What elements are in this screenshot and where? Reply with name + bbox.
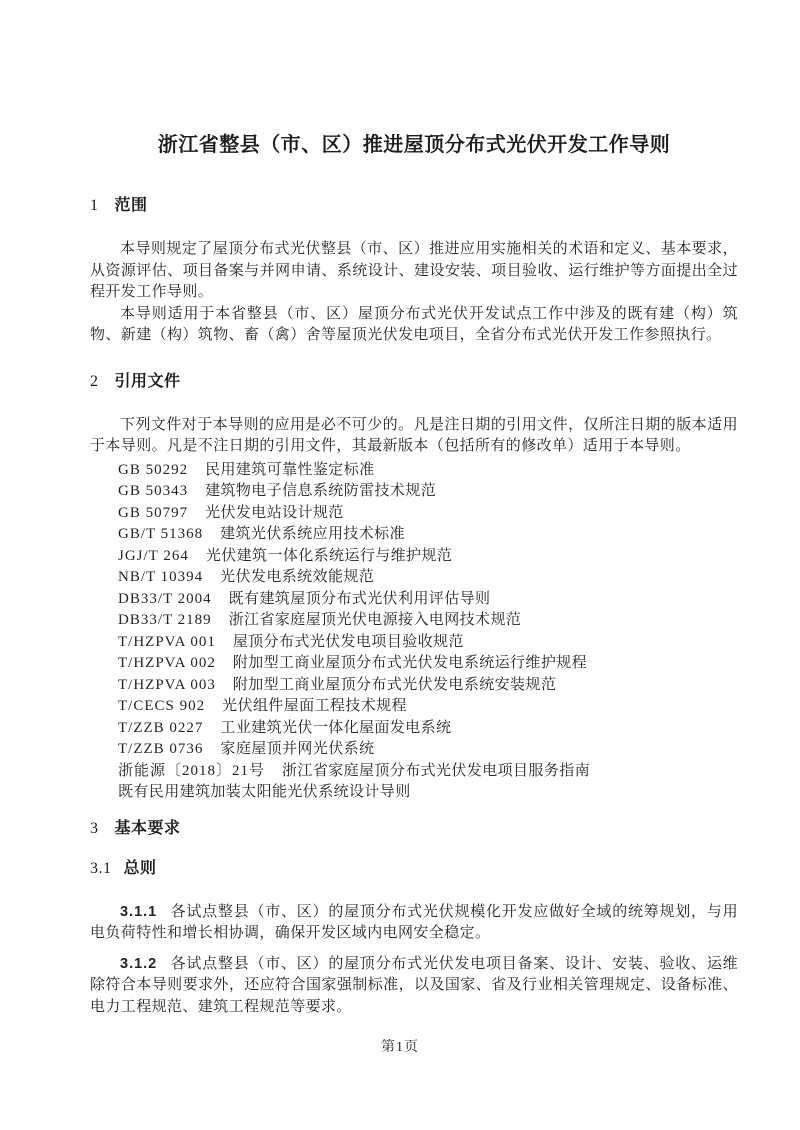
reference-title: 浙江省家庭屋顶光伏电源接入电网技术规范 [228, 612, 522, 628]
reference-code: JGJ/T 264 [118, 547, 189, 564]
section-3-heading [90, 818, 738, 840]
reference-title: 光伏建筑一体化系统运行与维护规范 [205, 547, 453, 564]
section-1-number: 1 [90, 197, 99, 214]
reference-title: 光伏发电站设计规范 [205, 504, 344, 521]
reference-title: 建筑物电子信息系统防雷技术规范 [205, 483, 437, 499]
reference-code: DB33/T 2189 [118, 612, 212, 628]
reference-item [118, 718, 738, 740]
reference-item [118, 610, 738, 632]
section-2-heading [90, 371, 738, 393]
reference-code: T/CECS 902 [118, 698, 206, 714]
reference-item [118, 503, 738, 525]
reference-code: T/ZZB 0227 [118, 719, 204, 736]
reference-title: 工业建筑光伏一体化屋面发电系统 [220, 719, 452, 736]
reference-code: T/ZZB 0736 [118, 741, 204, 757]
reference-item [118, 653, 738, 675]
reference-list [90, 460, 738, 804]
reference-code: GB 50343 [118, 483, 189, 499]
reference-title: 民用建筑可靠性鉴定标准 [205, 461, 375, 478]
reference-item [118, 739, 738, 761]
section-1-paragraph-1: 本导则规定了屋顶分布式光伏整县（市、区）推进应用实施相关的术语和定义、基本要求，从资源评估、项目备案与并网申请、系统设计、建设安装、项目验收、运行维护等方面提出全过程开发工作导则。 [90, 241, 738, 300]
section-3-label: 基本要求 [114, 819, 181, 837]
section-3-1-heading [90, 858, 738, 880]
section-2-paragraph-1: 下列文件对于本导则的应用是必不可少的。凡是注日期的引用文件，仅所注日期的版本适用于本导则。凡是不注日期的引用文件，其最新版本（包括所有的修改单）适用于本导则。 [90, 416, 738, 454]
clause-3-1-1-text: 各试点整县（市、区）的屋顶分布式光伏规模化开发应做好全域的统筹规划，与用电负荷特性和增长相协调，确保开发区域内电网安全稳定。 [90, 903, 738, 941]
reference-code: 浙能源〔2018〕21号 [118, 762, 266, 779]
reference-title: 建筑光伏系统应用技术标准 [220, 526, 405, 542]
section-1-label: 范围 [114, 197, 148, 214]
reference-item [118, 481, 738, 503]
reference-title: 家庭屋顶并网光伏系统 [220, 741, 375, 757]
reference-code: GB/T 51368 [118, 526, 204, 542]
section-3-1-number: 3.1 [90, 859, 112, 877]
page-number: 第1页 [381, 1040, 419, 1055]
section-1-heading [90, 195, 738, 217]
reference-item [118, 675, 738, 697]
reference-title: 光伏发电系统效能规范 [220, 569, 375, 585]
section-3-number: 3 [90, 819, 99, 837]
reference-code: DB33/T 2004 [118, 590, 212, 607]
reference-item [118, 546, 738, 568]
reference-title: 屋顶分布式光伏发电项目验收规范 [232, 633, 464, 650]
reference-item [118, 460, 738, 482]
reference-title: 浙江省家庭屋顶分布式光伏发电项目服务指南 [282, 762, 591, 779]
reference-item [118, 696, 738, 718]
section-3-1-label: 总则 [123, 859, 157, 877]
reference-code: GB 50797 [118, 504, 189, 521]
reference-title: 附加型工商业屋顶分布式光伏发电系统安装规范 [232, 676, 557, 693]
reference-code: NB/T 10394 [118, 569, 204, 585]
clause-3-1-2 [90, 954, 738, 1019]
section-2-number: 2 [90, 372, 99, 390]
reference-item [118, 782, 738, 804]
section-1-paragraph-2: 本导则适用于本省整县（市、区）屋顶分布式光伏开发试点工作中涉及的既有建（构）筑物、新建（构）筑物、畜（禽）舍等屋顶光伏发电项目，全省分布式光伏开发工作参照执行。 [90, 305, 738, 343]
document-title: 浙江省整县（市、区）推进屋顶分布式光伏开发工作导则 [157, 134, 671, 156]
section-2-label: 引用文件 [114, 372, 181, 390]
clause-3-1-2-text: 各试点整县（市、区）的屋顶分布式光伏发电项目备案、设计、安装、验收、运维除符合本导则要求外，还应符合国家强制标准，以及国家、省及行业相关管理规定、设备标准、电力工程规范、建筑工程规范等要求。 [90, 955, 738, 1015]
reference-title: 既有民用建筑加装太阳能光伏系统设计导则 [118, 784, 411, 800]
reference-code: T/HZPVA 001 [118, 633, 216, 650]
clause-3-1-1-number: 3.1.1 [120, 903, 158, 920]
reference-title: 附加型工商业屋顶分布式光伏发电系统运行维护规程 [232, 655, 588, 671]
reference-item [118, 524, 738, 546]
clause-3-1-2-number: 3.1.2 [120, 955, 158, 972]
clause-3-1-1 [90, 902, 738, 945]
reference-item [118, 589, 738, 611]
reference-code: GB 50292 [118, 461, 189, 478]
reference-code: T/HZPVA 003 [118, 676, 216, 693]
reference-item [118, 632, 738, 654]
reference-title: 既有建筑屋顶分布式光伏利用评估导则 [228, 590, 491, 607]
reference-title: 光伏组件屋面工程技术规程 [222, 698, 407, 714]
reference-item [118, 761, 738, 783]
reference-item [118, 567, 738, 589]
reference-code: T/HZPVA 002 [118, 655, 216, 671]
